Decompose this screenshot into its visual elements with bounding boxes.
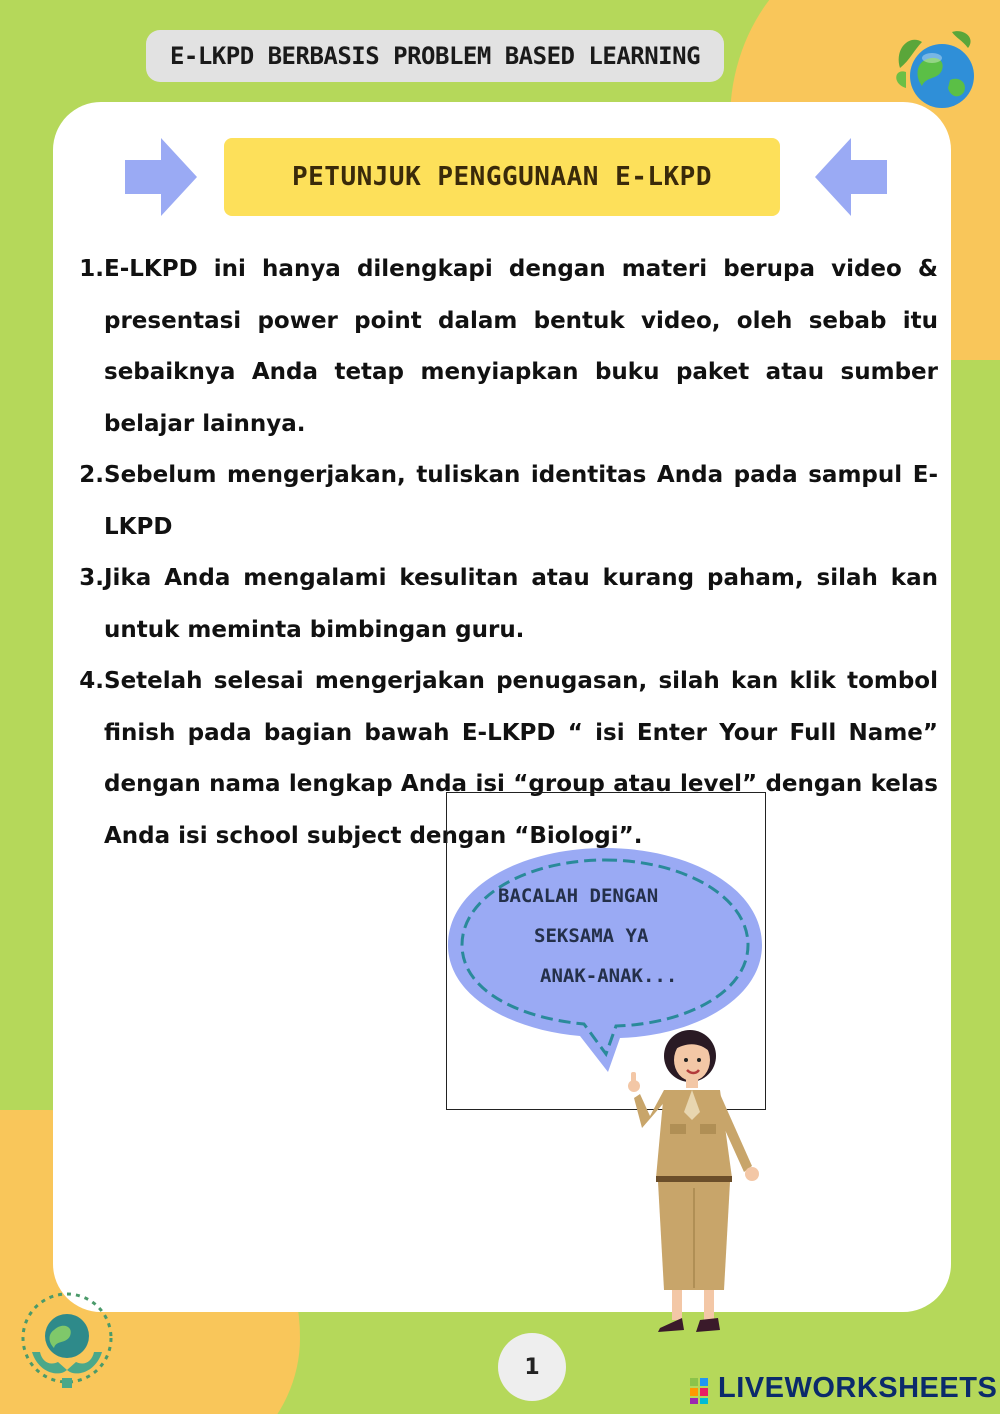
section-title: PETUNJUK PENGGUNAAN E-LKPD bbox=[224, 138, 780, 216]
bubble-line: BACALAH DENGAN bbox=[498, 885, 659, 907]
list-item bbox=[78, 553, 938, 656]
header-title: E-LKPD BERBASIS PROBLEM BASED LEARNING bbox=[146, 30, 724, 82]
item-number: 2. bbox=[79, 462, 104, 488]
liveworksheets-logo-icon bbox=[690, 1376, 720, 1406]
bubble-line: ANAK-ANAK... bbox=[540, 965, 678, 987]
bubble-text bbox=[478, 876, 718, 996]
arrow-left-icon bbox=[815, 138, 887, 216]
list-item bbox=[78, 244, 938, 450]
teacher-illustration bbox=[620, 1028, 770, 1338]
item-text: E-LKPD ini hanya dilengkapi dengan materi berupa video & presentasi power point dalam bentuk video, oleh sebab itu sebaiknya Anda tetap menyiapkan buku paket atau sumber belajar lainnya. bbox=[104, 256, 938, 437]
item-number: 3. bbox=[79, 565, 104, 591]
item-number: 1. bbox=[79, 256, 104, 282]
item-text: Sebelum mengerjakan, tuliskan identitas Anda pada sampul E-LKPD bbox=[104, 462, 938, 540]
eco-hands-globe-icon bbox=[18, 1292, 116, 1390]
bubble-line: SEKSAMA YA bbox=[534, 925, 649, 947]
page-number: 1 bbox=[498, 1333, 566, 1401]
list-item bbox=[78, 450, 938, 553]
item-number: 4. bbox=[79, 668, 104, 694]
item-text: Setelah selesai mengerjakan penugasan, silah kan klik tombol finish pada bagian bawah E-LKPD “ isi Enter Your Full Name” dengan nama lengkap Anda isi “group atau level” dengan kelas Anda isi school subject dengan “Biologi”. bbox=[104, 668, 938, 849]
liveworksheets-brand: LIVEWORKSHEETS bbox=[718, 1372, 998, 1404]
arrow-right-icon bbox=[125, 138, 197, 216]
item-text: Jika Anda mengalami kesulitan atau kurang paham, silah kan untuk meminta bimbingan guru. bbox=[104, 565, 938, 643]
instruction-list bbox=[78, 244, 938, 862]
